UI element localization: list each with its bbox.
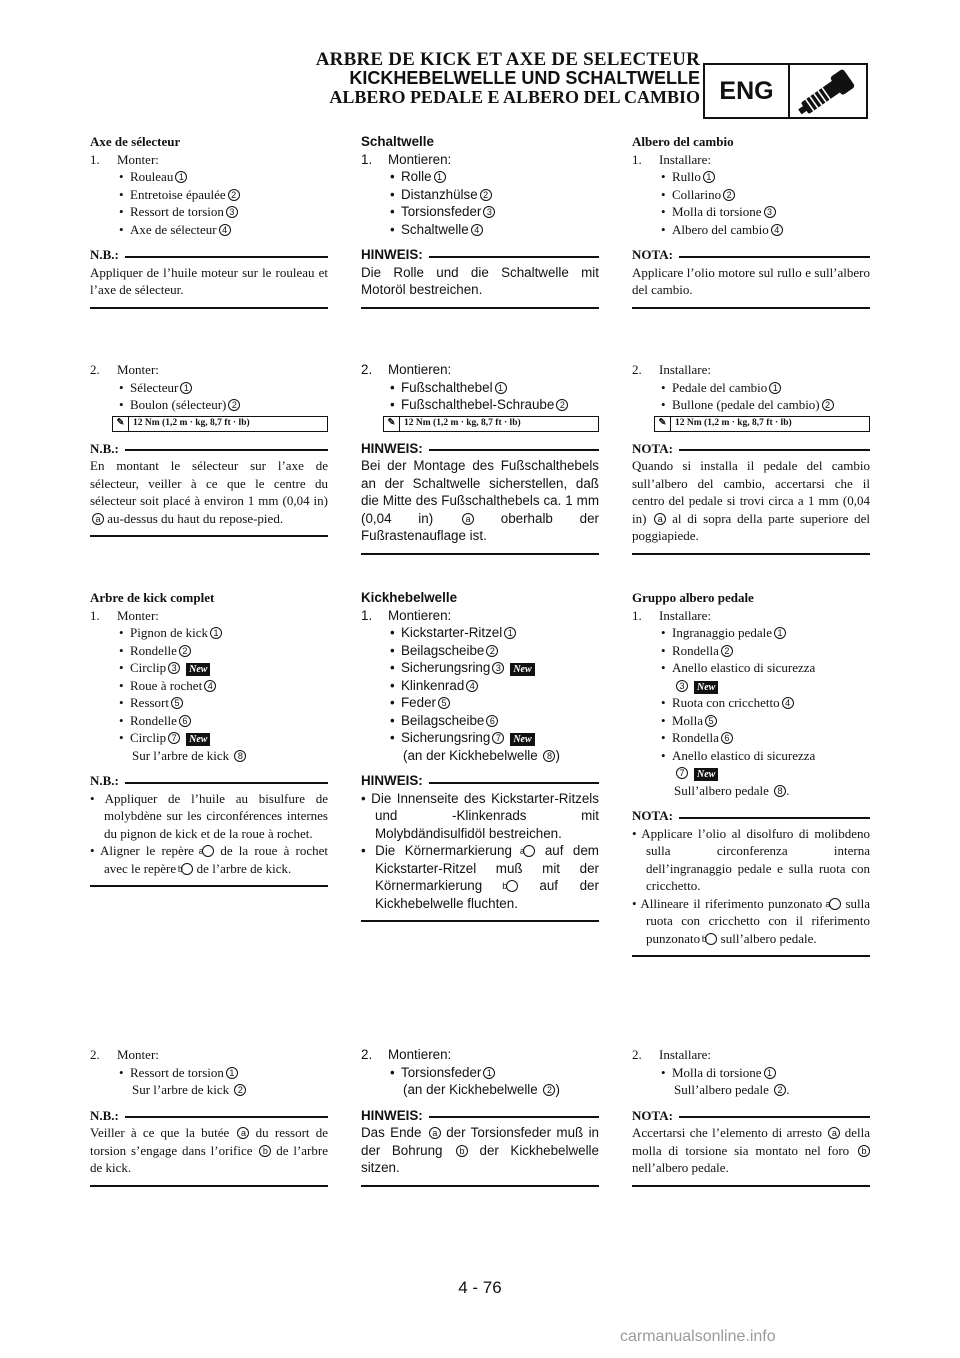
- list-item: Beilagscheibe: [401, 712, 485, 728]
- sub-text: (an der Kickhebelwelle: [403, 747, 538, 763]
- note-label: N.B.:: [90, 247, 119, 262]
- list-item: Axe de sélecteur: [130, 221, 217, 237]
- list-item: Rouleau: [130, 169, 174, 184]
- list-item: Rullo: [672, 169, 701, 184]
- list-item: Anello elastico di sicurezza: [672, 747, 816, 763]
- sub-text: Sull’albero pedale: [674, 1082, 769, 1097]
- marker-2: 2: [556, 399, 568, 411]
- note-text: Quando si installa il pedale del cambio sull’albero del cambio, accertarsi che il centro del pedale si trovi circa a 1 mm (0,04 in): [632, 458, 870, 526]
- marker-1: 1: [774, 627, 786, 639]
- marker-2: 2: [228, 399, 240, 411]
- engine-parts-icon: [790, 65, 866, 117]
- marker-1: 1: [175, 171, 187, 183]
- note-text: der Torsionsfeder muß in der Bohrung: [361, 1125, 599, 1158]
- sub-text: Sur l’arbre de kick: [132, 1082, 230, 1097]
- note-divider: [361, 553, 599, 555]
- note-text: auf dem Kickstarter-Ritzel muß mit der Körnermarkierung: [375, 843, 599, 893]
- note-text: al di sopra della parte superiore del poggiapiede.: [632, 510, 871, 543]
- marker-a: a: [429, 1127, 441, 1139]
- sub-text: Sur l’arbre de kick: [132, 747, 230, 763]
- note-label: HINWEIS:: [361, 773, 423, 788]
- title-italian: ALBERO PEDALE E ALBERO DEL CAMBIO: [329, 87, 700, 107]
- note-text: Appliquer de l’huile moteur sur le rouleau et l’axe de sélecteur.: [90, 264, 328, 297]
- marker-5: 5: [438, 697, 450, 709]
- note-text: Die Körnermarkierung: [375, 843, 512, 858]
- new-part-badge: New: [510, 733, 534, 746]
- new-part-badge: New: [186, 733, 210, 746]
- title-french: ARBRE DE KICK ET AXE DE SELECTEUR: [315, 49, 700, 70]
- list-item: Ressort de torsion: [130, 1064, 224, 1080]
- note-divider: [361, 920, 599, 922]
- list-item: Torsionsfeder: [401, 1064, 482, 1080]
- note-label: HINWEIS:: [361, 247, 423, 262]
- note-text: der Kickhebelwelle sitzen.: [361, 1142, 599, 1175]
- it-section-shift-pedal: [632, 361, 870, 555]
- note-text: Appliquer de l’huile au bisulfure de molybdène sur les circonférences internes du pignon de kick et de la roue à rochet.: [104, 790, 328, 841]
- list-item: Entretoise épaulée: [130, 186, 226, 202]
- marker-1: 1: [180, 382, 192, 394]
- note-text: Accertarsi che l’elemento di arresto: [632, 1125, 822, 1140]
- list-item: Albero del cambio: [672, 221, 769, 237]
- title-german: KICKHEBELWELLE UND SCHALTWELLE: [349, 68, 700, 88]
- note-divider: [632, 955, 870, 957]
- step-text: Montieren:: [388, 1047, 452, 1062]
- step-text: Monter:: [117, 362, 159, 377]
- step-text: Monter:: [117, 607, 159, 623]
- step-number: 2.: [632, 362, 642, 377]
- marker-2: 2: [543, 1084, 555, 1096]
- list-item: Torsionsfeder: [401, 204, 482, 219]
- list-item: Fußschalthebel-Schraube: [401, 397, 555, 412]
- marker-a: a: [202, 845, 214, 857]
- de-section-kick-shaft: Kickhebelwelle 1. Montieren: • Kickstarter-Ritzel 1 • Beilagscheibe 2 • Sicherungsring 3 New • Klinkenrad 4 • Feder 5 • Beilagscheibe 6 • Sicherungsring 7 New (an der Kickhebelwelle 8 ) HINWEIS: • Die Innenseite des Kickstarter-Ritzels und -Klinkenrads mit Molybdändisulfidöl bestreichen. • Die Körnermarkierung a auf dem Kickstarter-Ritzel muß mit der Körnermarkierung b auf der Kickhebelwelle fluchten.: [361, 589, 599, 922]
- note-divider: [361, 307, 599, 309]
- marker-4: 4: [782, 697, 794, 709]
- section-title: Axe de sélecteur: [90, 134, 181, 149]
- marker-2: 2: [723, 189, 735, 201]
- marker-2: 2: [228, 189, 240, 201]
- marker-8: 8: [234, 750, 246, 762]
- marker-2: 2: [480, 189, 492, 201]
- marker-b: b: [456, 1145, 468, 1157]
- note-text: nell’albero pedale.: [632, 1160, 729, 1175]
- marker-a: a: [462, 513, 474, 525]
- marker-a: a: [654, 513, 666, 525]
- note-divider: [90, 885, 328, 887]
- list-item: Pedale del cambio: [672, 379, 768, 395]
- list-item: Circlip: [130, 730, 167, 745]
- marker-2: 2: [721, 645, 733, 657]
- note-text: Applicare l’olio al disolfuro di molibdeno sulla circonferenza interna dell’ingranaggio pedale e sulla ruota con cricchetto.: [641, 825, 870, 893]
- de-section-torsion-spring: 2. Montieren: • Torsionsfeder 1 (an der Kickhebelwelle 2 ) HINWEIS: Das Ende a der Torsionsfeder muß in der Bohrung b der Kickhebelwelle sitzen.: [361, 1046, 599, 1187]
- marker-3: 3: [492, 662, 504, 674]
- marker-3: 3: [483, 206, 495, 218]
- marker-b: b: [181, 863, 193, 875]
- marker-5: 5: [171, 697, 183, 709]
- new-part-badge: New: [186, 663, 210, 676]
- step-text: Monter:: [117, 1047, 159, 1062]
- marker-4: 4: [471, 224, 483, 236]
- step-number: 1.: [361, 151, 373, 167]
- list-item: Rondelle: [130, 712, 177, 728]
- note-label: HINWEIS:: [361, 440, 423, 456]
- step-number: 1.: [90, 607, 100, 623]
- note-text: Aligner le repère: [100, 843, 194, 858]
- de-section-shift-shaft: [361, 133, 599, 309]
- note-label: N.B.:: [90, 440, 119, 456]
- step-number: 2.: [90, 362, 100, 377]
- list-item: Feder: [401, 695, 436, 710]
- marker-1: 1: [434, 171, 446, 183]
- marker-7: 7: [676, 767, 688, 779]
- note-text: du ressort de torsion s’engage dans l’orifice: [90, 1125, 328, 1158]
- list-item: Rolle: [401, 169, 432, 184]
- page-number: 4 - 76: [458, 1278, 502, 1297]
- section-title: Arbre de kick complet: [90, 590, 215, 605]
- marker-b: b: [506, 880, 518, 892]
- list-item: Sicherungsring: [401, 730, 491, 745]
- it-section-torsion-spring: 2. Installare: • Molla di torsione 1 Sull’albero pedale 2 . NOTA: Accertarsi che l’elemento di arresto a della molla di torsione sia montato nel foro b nell’albero pedale.: [632, 1046, 870, 1187]
- torque-spec: [654, 416, 870, 432]
- torque-value: 12 Nm (1,2 m · kg, 8,7 ft · lb): [404, 417, 521, 428]
- list-item: Sicherungsring: [401, 660, 491, 675]
- section-title: Albero del cambio: [632, 134, 734, 149]
- marker-4: 4: [219, 224, 231, 236]
- marker-1: 1: [226, 1067, 238, 1079]
- list-item: Anello elastico di sicurezza: [672, 660, 816, 675]
- marker-7: 7: [492, 732, 504, 744]
- list-item: Molla di torsione: [672, 204, 762, 219]
- it-section-kick-shaft: Gruppo albero pedale 1. Installare: • Ingranaggio pedale 1 • Rondella 2 • Anello elastico di sicurezza 3 New • Ruota con cricchetto 4 • Molla 5 • Rondella 6 • Anello elastico di sicurezza 7 New Sull’albero pedale 8 . NOTA: • Applicare l’olio al disolfuro di molibdeno sulla circonferenza interna dell’ingranaggio pedale e sulla ruota con cricchetto. • Allineare il riferimento punzonato a sulla ruota con cricchetto con il riferimento punzonato b sull’albero pedale.: [632, 589, 870, 957]
- list-item: Rondella: [672, 730, 719, 745]
- list-item: Boulon (sélecteur): [130, 397, 227, 412]
- note-text: Applicare l’olio motore sul rullo e sull’albero del cambio.: [632, 264, 870, 297]
- new-part-badge: New: [694, 681, 718, 694]
- note-divider: [90, 1185, 328, 1187]
- marker-7: 7: [168, 732, 180, 744]
- note-divider: [632, 1185, 870, 1187]
- marker-6: 6: [721, 732, 733, 744]
- note-text: de l’arbre de kick.: [90, 1142, 328, 1175]
- note-divider: [90, 535, 328, 537]
- marker-a: a: [237, 1127, 249, 1139]
- list-item: Rondelle: [130, 642, 177, 658]
- note-text: sulla ruota con cricchetto con il riferimento punzonato: [646, 895, 870, 946]
- list-item: Sélecteur: [130, 379, 179, 395]
- list-item: Ingranaggio pedale: [672, 625, 772, 640]
- list-item: Collarino: [672, 186, 722, 202]
- list-item: Ressort de torsion: [130, 204, 224, 219]
- note-text: de la roue à rochet avec le repère: [104, 843, 329, 876]
- wrench-icon: ✎: [384, 417, 400, 431]
- marker-3: 3: [226, 206, 238, 218]
- note-label: NOTA:: [632, 247, 673, 262]
- list-item: Fußschalthebel: [401, 379, 493, 395]
- note-text: Allineare il riferimento punzonato: [640, 895, 823, 911]
- section-title: Gruppo albero pedale: [632, 590, 754, 605]
- page-header: [270, 50, 700, 107]
- torque-spec: [383, 416, 599, 432]
- new-part-badge: New: [694, 768, 718, 781]
- marker-4: 4: [771, 224, 783, 236]
- note-text: Das Ende: [361, 1125, 422, 1140]
- marker-1: 1: [504, 627, 516, 639]
- list-item: Beilagscheibe: [401, 642, 485, 658]
- marker-1: 1: [703, 171, 715, 183]
- marker-3: 3: [676, 680, 688, 692]
- list-item: Molla: [672, 712, 704, 728]
- note-divider: [632, 553, 870, 555]
- note-divider: [361, 1185, 599, 1187]
- note-divider: [632, 307, 870, 309]
- marker-a: a: [829, 898, 841, 910]
- note-text: En montant le sélecteur sur l’axe de sélecteur, veiller à ce que le centre du sélecteur soit placé à environ 1 mm (0,04 in): [90, 458, 328, 508]
- marker-3: 3: [764, 206, 776, 218]
- step-number: 2.: [361, 1047, 373, 1062]
- marker-b: b: [259, 1145, 271, 1157]
- note-text: auf der Kickhebelwelle fluchten.: [375, 878, 599, 911]
- marker-8: 8: [774, 785, 786, 797]
- marker-2: 2: [822, 399, 834, 411]
- torque-value: 12 Nm (1,2 m · kg, 8,7 ft · lb): [133, 417, 250, 428]
- wrench-icon: ✎: [113, 417, 129, 431]
- fr-section-kick-shaft: Arbre de kick complet 1. Monter: • Pignon de kick 1 • Rondelle 2 • Circlip 3 New • Roue à rochet 4 • Ressort 5 • Rondelle 6 • Circlip 7 New Sur l’arbre de kick 8 N.B.: • Appliquer de l’huile au bisulfure de molybdène sur les circonférences internes du pignon de kick et de la roue à rochet. • Aligner le repère a de la roue à rochet avec le repère b de l’arbre de kick.: [90, 589, 328, 887]
- step-number: 1.: [90, 151, 100, 167]
- marker-1: 1: [483, 1067, 495, 1079]
- marker-2: 2: [234, 1084, 246, 1096]
- step-text: Montieren:: [388, 362, 452, 377]
- step-number: 2.: [90, 1047, 100, 1062]
- marker-a: a: [523, 845, 535, 857]
- step-number: 1.: [361, 607, 373, 623]
- it-section-shift-shaft: [632, 133, 870, 309]
- list-item: Kickstarter-Ritzel: [401, 625, 503, 640]
- marker-8: 8: [543, 750, 555, 762]
- sub-text: (an der Kickhebelwelle: [403, 1082, 538, 1097]
- note-label: N.B.:: [90, 1107, 119, 1123]
- marker-2: 2: [179, 645, 191, 657]
- eng-label: ENG: [705, 65, 790, 117]
- note-label: NOTA:: [632, 808, 673, 823]
- list-item: Klinkenrad: [401, 677, 465, 693]
- marker-2: 2: [486, 645, 498, 657]
- step-number: 1.: [632, 607, 642, 623]
- sub-text: Sull’albero pedale: [674, 782, 769, 798]
- marker-6: 6: [179, 715, 191, 727]
- marker-4: 4: [204, 680, 216, 692]
- step-text: Montieren:: [388, 151, 452, 167]
- note-divider: [90, 307, 328, 309]
- step-text: Installare:: [659, 1047, 711, 1062]
- list-item: Ressort: [130, 695, 169, 710]
- note-text: Die Rolle und die Schaltwelle mit Motoröl bestreichen.: [361, 264, 599, 297]
- note-text: sull’albero pedale.: [720, 930, 817, 946]
- marker-1: 1: [764, 1067, 776, 1079]
- section-title: Kickhebelwelle: [361, 590, 458, 605]
- step-text: Installare:: [659, 607, 711, 623]
- note-label: NOTA:: [632, 1107, 673, 1123]
- note-text: oberhalb der Fußrastenauflage ist.: [361, 510, 599, 543]
- marker-b: b: [705, 933, 717, 945]
- list-item: Ruota con cricchetto: [672, 695, 780, 710]
- step-number: 2.: [361, 362, 373, 377]
- step-number: 2.: [632, 1047, 642, 1062]
- list-item: Rondella: [672, 642, 719, 658]
- step-text: Montieren:: [388, 607, 452, 623]
- note-text: de l’arbre de kick.: [196, 860, 292, 876]
- note-label: HINWEIS:: [361, 1107, 423, 1123]
- note-label: N.B.:: [90, 773, 119, 788]
- marker-a: a: [92, 513, 104, 525]
- list-item: Roue à rochet: [130, 677, 203, 693]
- list-item: Molla di torsione: [672, 1064, 762, 1080]
- marker-1: 1: [495, 382, 507, 394]
- marker-a: a: [828, 1127, 840, 1139]
- torque-value: 12 Nm (1,2 m · kg, 8,7 ft · lb): [675, 417, 792, 428]
- marker-1: 1: [210, 627, 222, 639]
- list-item: Schaltwelle: [401, 221, 469, 237]
- list-item: Bullone (pedale del cambio): [672, 397, 820, 412]
- section-title: Schaltwelle: [361, 134, 434, 149]
- new-part-badge: New: [510, 663, 534, 676]
- marker-5: 5: [705, 715, 717, 727]
- marker-6: 6: [486, 715, 498, 727]
- note-text: au-dessus du haut du repose-pied.: [107, 510, 284, 526]
- list-item: Pignon de kick: [130, 625, 208, 640]
- marker-2: 2: [774, 1084, 786, 1096]
- fr-section-shift-pedal: [90, 361, 328, 537]
- watermark[interactable]: carmanualsonline.info: [620, 1328, 776, 1345]
- marker-b: b: [858, 1145, 870, 1157]
- de-section-shift-pedal: [361, 361, 599, 555]
- wrench-icon: ✎: [655, 417, 671, 431]
- marker-1: 1: [769, 382, 781, 394]
- note-text: Die Innenseite des Kickstarter-Ritzels und -Klinkenrads mit Molybdändisulfidöl bestreichen.: [371, 790, 599, 841]
- section-badge: [703, 63, 868, 119]
- note-text: della molla di torsione sia montato nel foro: [632, 1125, 871, 1158]
- fr-section-torsion-spring: [90, 1046, 328, 1187]
- torque-spec: [112, 416, 328, 432]
- step-text: Installare:: [659, 151, 711, 167]
- note-text: Veiller à ce que la butée: [90, 1125, 230, 1140]
- marker-4: 4: [466, 680, 478, 692]
- note-label: NOTA:: [632, 440, 673, 456]
- list-item: Circlip: [130, 660, 167, 675]
- step-text: Installare:: [659, 362, 711, 377]
- step-text: Monter:: [117, 151, 159, 167]
- marker-3: 3: [168, 662, 180, 674]
- step-number: 1.: [632, 151, 642, 167]
- fr-section-shift-shaft: [90, 133, 328, 309]
- list-item: Distanzhülse: [401, 186, 478, 202]
- note-text: Bei der Montage des Fußschalthebels an der Schaltwelle sicherstellen, daß die Mitte des Fußschalthebels ca. 1 mm (0,04 in): [361, 458, 599, 526]
